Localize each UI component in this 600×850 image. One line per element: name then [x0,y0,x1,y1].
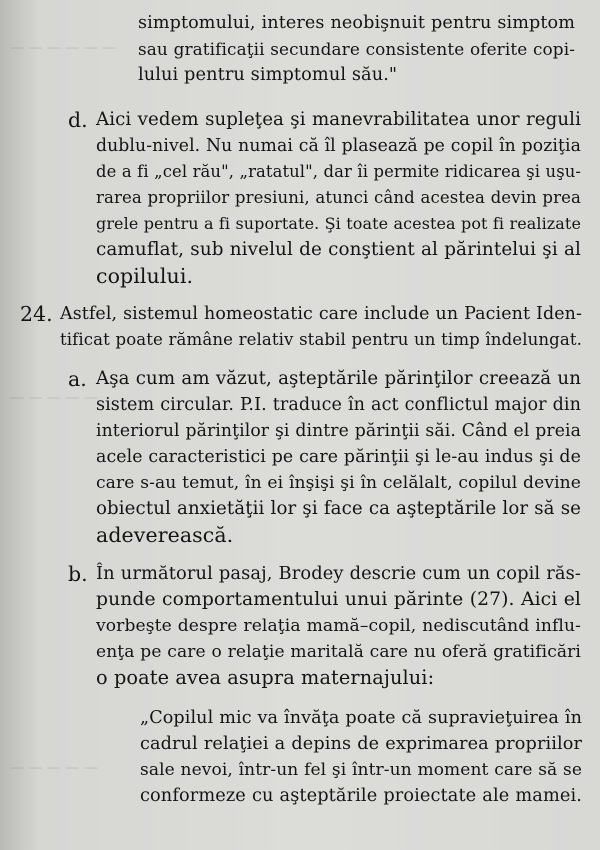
paragraph-line: Astfel, sistemul homeostatic care include un Pacient Iden- [60,304,582,324]
quote-line: lului pentru simptomul său." [138,65,398,85]
paragraph-line: obiectul anxietăţii lor şi face ca aşteptările lor să se [96,498,581,519]
paragraph-line: interiorul părinţilor şi dintre părinţii săi. Când el preia [96,421,581,441]
item-marker-d: d. [68,108,88,132]
paragraph-line: copilului. [96,264,194,288]
item-marker-b: b. [68,562,88,586]
quote-line: cadrul relaţiei a depins de exprimarea propriilor [140,734,582,754]
paragraph-line: adeverească. [96,523,234,547]
item-marker-24: 24. [20,302,53,326]
paragraph-line: Aşa cum am văzut, aşteptările părinţilor creează un [96,368,581,389]
item-marker-a: a. [68,367,87,391]
quote-line: conformeze cu aşteptările proiectate ale mamei. [140,786,582,806]
paragraph-line: sistem circular. P.I. traduce în act conflictul major din [96,395,581,415]
paragraph-line: dublu-nivel. Nu numai că îl plasează pe copil în poziţia [96,136,581,156]
bleed-through-text: — — — — — [10,390,98,406]
paragraph-line: tificat poate rămâne relativ stabil pentru un timp îndelungat. [60,330,582,349]
paragraph-line: camuflat, sub nivelul de conştient al părintelui şi al [96,239,581,260]
bleed-through-text: — — — — — [10,760,98,776]
quote-line: „Copilul mic va învăţa poate că supravieţuirea în [140,708,582,728]
paragraph-line: enţa pe care o relaţie maritală care nu oferă gratificări [96,642,581,662]
paragraph-line: punde comportamentului unui părinte (27). Aici el [96,589,581,610]
quote-line: sau gratificaţii secundare consistente oferite copi- [138,39,575,59]
paragraph-line: acele caracteristici pe care părinţii şi le-au indus şi de [96,447,581,467]
paragraph-line: rarea propriilor presiuni, atunci când acestea devin prea [96,188,581,207]
paragraph-line: vorbeşte despre relaţia mamă–copil, nediscutând influ- [96,616,581,636]
paragraph-line: de a fi „cel rău", „ratatul", dar îi permite ridicarea şi uşu- [96,162,581,181]
paragraph-line: În următorul pasaj, Brodey descrie cum un copil răs- [96,563,581,584]
quote-line: sale nevoi, într-un fel şi într-un moment care să se [140,760,582,780]
paragraph-line: care s-au temut, în ei înşişi şi în celălalt, copilul devine [96,473,581,493]
paragraph-line: Aici vedem supleţea şi manevrabilitatea unor reguli [96,109,581,130]
paragraph-line: grele pentru a fi suportate. Şi toate acestea pot fi realizate [96,214,581,233]
paragraph-line: o poate avea asupra maternajului: [96,666,435,689]
bleed-through-text: — — — — — — [10,40,117,56]
quote-line: simptomului, interes neobişnuit pentru simptom [138,13,575,33]
